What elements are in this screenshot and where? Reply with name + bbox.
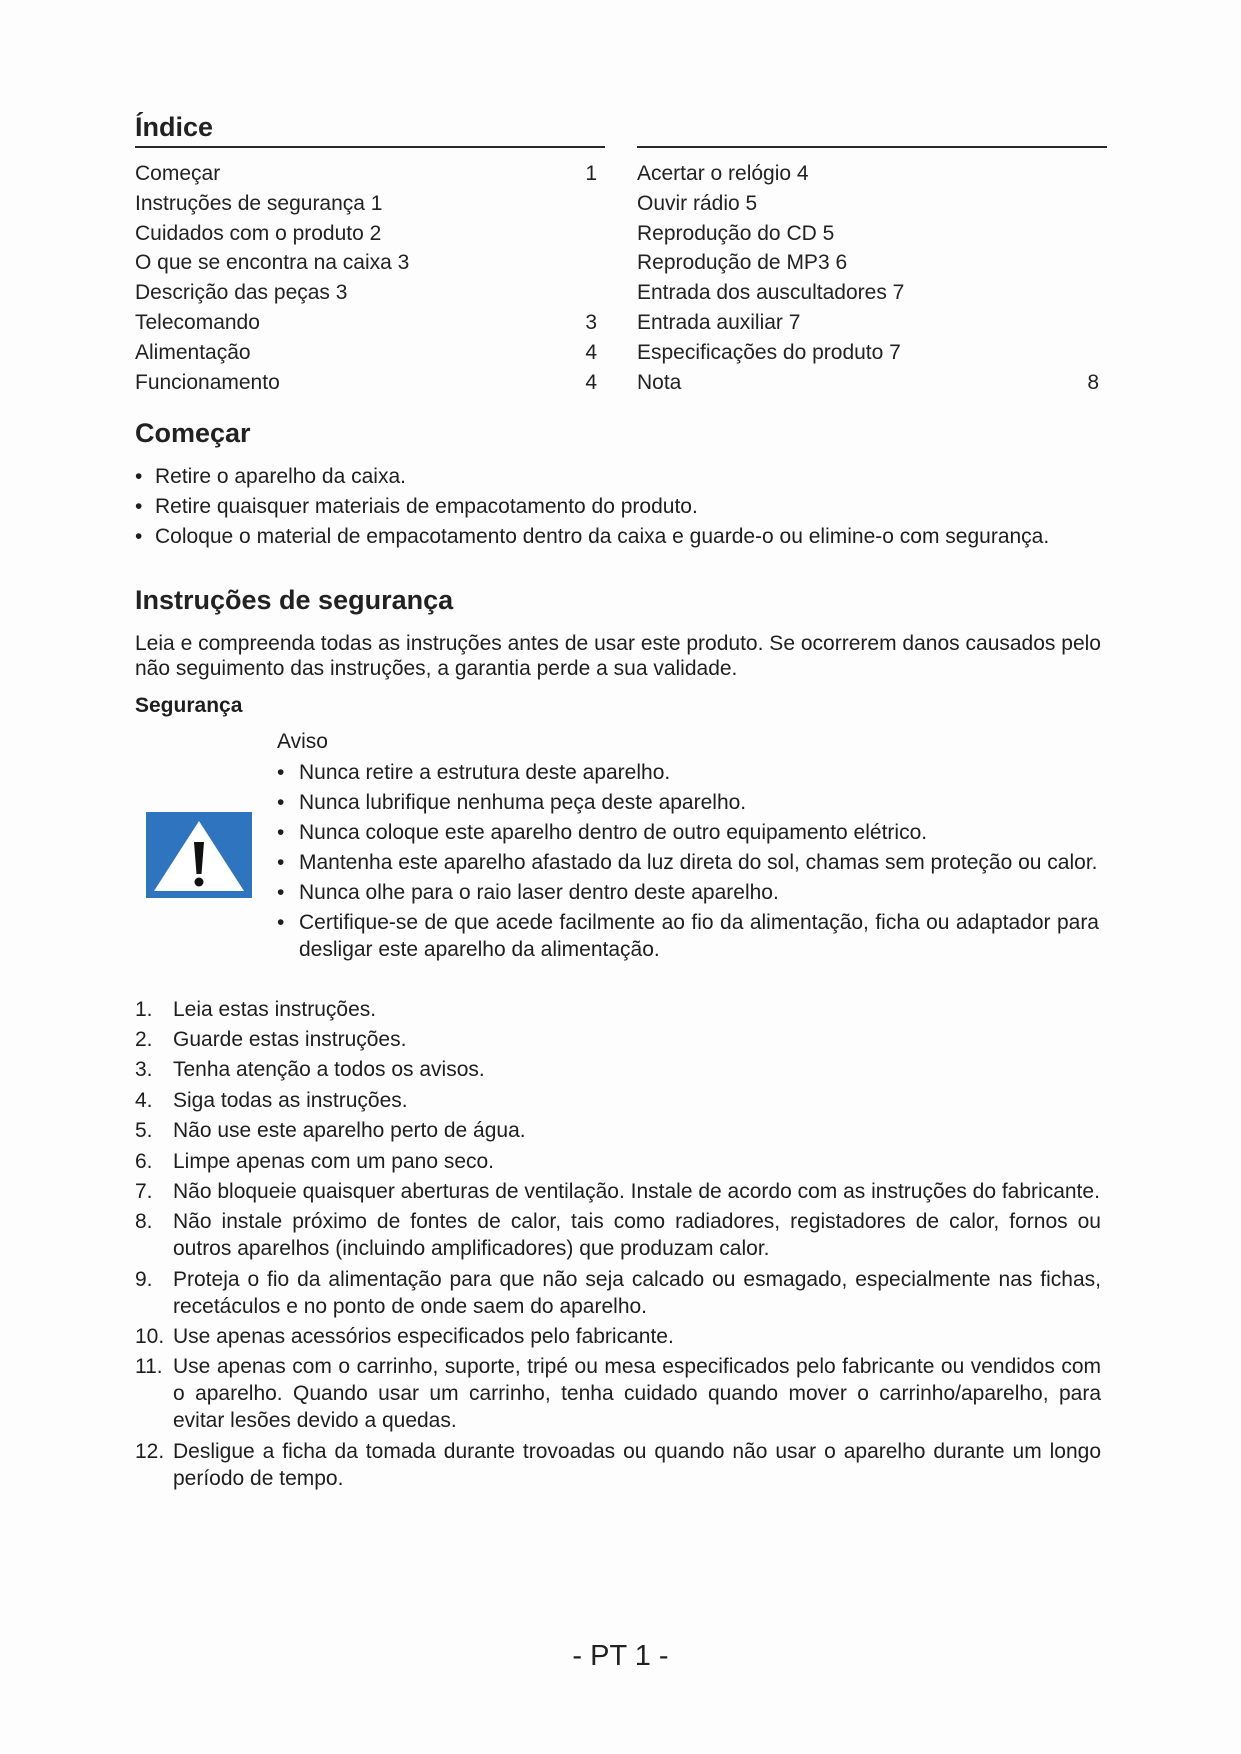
start-list [135,462,1105,551]
index-entry [637,189,1107,219]
list-item-text: Coloque o material de empacotamento dentro da caixa e guarde-o ou elimine-o com segurança. [155,524,1050,548]
item-text: Não bloqueie quaisquer aberturas de ventilação. Instale de acordo com as instruções do fabricante. [173,1179,1100,1203]
index-entry-page: 1 [585,162,597,185]
index-left-column [135,112,605,397]
warning-item [277,787,1099,817]
warning-item [277,817,1099,847]
index-entry [135,368,605,398]
warning-title: Aviso [277,730,328,753]
bullet: • [277,820,285,844]
item-number: 3. [135,1058,153,1082]
item-text: Limpe apenas com um pano seco. [173,1149,495,1173]
item-number: 6. [135,1149,153,1173]
index-entry-label: Reprodução do CD 5 [637,221,835,245]
bullet: • [277,880,285,904]
numbered-item [135,1085,1101,1115]
numbered-item [135,1176,1101,1206]
item-text: Não use este aparelho perto de água. [173,1119,526,1143]
item-text: Guarde estas instruções. [173,1028,407,1052]
numbered-item [135,1436,1101,1493]
bullet: • [277,910,285,934]
index-entry [637,248,1107,278]
numbered-item [135,1116,1101,1146]
index-entry [135,159,605,189]
index-rule [637,112,1107,148]
warning-block [277,727,1099,964]
index-right-list [637,159,1107,397]
index-right-column [637,112,1107,397]
index-entry-label: Alimentação [135,340,251,364]
index-entry-label: Ouvir rádio 5 [637,191,758,215]
index-entry [135,248,605,278]
index-entry-label: Telecomando [135,310,260,334]
index-entry-label: Funcionamento [135,370,280,394]
item-number: 7. [135,1179,153,1203]
item-number: 10. [135,1325,165,1349]
index-entry-page: 4 [585,370,597,394]
index-entry-label: Começar [135,162,221,185]
warning-item-text: Nunca lubrifique nenhuma peça deste aparelho. [299,790,747,814]
bullet: • [135,494,143,518]
bullet: • [277,790,285,814]
index-entry [135,308,605,338]
item-number: 4. [135,1088,153,1112]
numbered-item [135,1264,1101,1321]
item-text: Use apenas acessórios especificados pelo fabricante. [173,1325,674,1349]
item-text: Use apenas com o carrinho, suporte, tripé ou mesa especificados pelo fabricante ou vendidos com o aparelho. Quando usar um carrinho, tenha cuidado quando mover o carrinho/aparelho, para evitar lesões devido a quedas. [173,1355,1101,1433]
numbered-item [135,1352,1101,1436]
item-number: 12. [135,1439,165,1463]
index-entry [135,278,605,308]
bullet: • [135,524,143,548]
list-item-text: Retire o aparelho da caixa. [155,465,406,488]
section-heading-start: Começar [135,418,251,448]
warning-item-text: Mantenha este aparelho afastado da luz direta do sol, chamas sem proteção ou calor. [299,850,1098,874]
index-entry [135,189,605,219]
index-entry [637,338,1107,368]
numbered-item [135,1055,1101,1085]
item-number: 5. [135,1119,153,1143]
item-number: 9. [135,1267,153,1291]
numbered-item [135,1024,1101,1054]
index-entry-label: Entrada auxiliar 7 [637,310,801,334]
index-entry-label: Reprodução de MP3 6 [637,251,848,275]
index-entry-label: O que se encontra na caixa 3 [135,251,410,275]
warning-item [277,907,1099,964]
index-left-list [135,159,605,397]
item-text: Siga todas as instruções. [173,1088,408,1112]
warning-item [277,847,1099,877]
bullet: • [277,760,285,784]
warning-item-text: Nunca retire a estrutura deste aparelho. [299,760,671,784]
item-text: Tenha atenção a todos os avisos. [173,1058,485,1082]
item-number: 8. [135,1210,153,1234]
list-item [135,492,1105,522]
index-entry-page: 8 [1087,370,1099,394]
warning-icon [146,812,252,898]
numbered-item [135,994,1101,1024]
index-entry-label: Especificações do produto 7 [637,340,901,364]
index-entry-label: Cuidados com o produto 2 [135,221,382,245]
warning-item [277,757,1099,787]
safety-intro: Leia e compreenda todas as instruções antes de usar este produto. Se ocorrerem danos causados pelo não seguimento das instruções, a garantia perde a sua validade. [135,632,1101,680]
item-number: 11. [135,1355,163,1379]
index-entry [637,308,1107,338]
safety-numbered-list [135,994,1101,1494]
index-entry-label: Instruções de segurança 1 [135,191,383,215]
list-item [135,522,1105,552]
index-entry [135,219,605,249]
index-entry-label: Acertar o relógio 4 [637,162,809,185]
numbered-item [135,1207,1101,1264]
item-text: Leia estas instruções. [173,997,377,1021]
numbered-item [135,1146,1101,1176]
index-entry [135,338,605,368]
index-entry-label: Descrição das peças 3 [135,281,348,305]
list-item [135,462,1105,492]
index-entry [637,368,1107,398]
item-text: Proteja o fio da alimentação para que não seja calcado ou esmagado, especialmente nas fichas, recetáculos e no ponto de onde saem do aparelho. [173,1267,1101,1318]
warning-item-text: Certifique-se de que acede facilmente ao fio da alimentação, ficha ou adaptador para desligar este aparelho da alimentação. [299,910,1099,961]
index-entry-page: 4 [585,340,597,364]
index-entry-label: Entrada dos auscultadores 7 [637,281,905,305]
bullet: • [277,850,285,874]
index-entry [637,278,1107,308]
index-title: Índice [135,112,605,148]
item-text: Desligue a ficha da tomada durante trovoadas ou quando não usar o aparelho durante um longo período de tempo. [173,1439,1101,1490]
warning-item-text: Nunca olhe para o raio laser dentro deste aparelho. [299,880,779,904]
index-entry-label: Nota [637,370,682,394]
list-item-text: Retire quaisquer materiais de empacotamento do produto. [155,494,698,518]
index-entry-page: 3 [585,310,597,334]
safety-subheading: Segurança [135,694,243,717]
page-number: - PT 1 - [572,1640,669,1672]
item-number: 1. [135,997,153,1021]
bullet: • [135,465,143,488]
index-entry [637,159,1107,189]
numbered-item [135,1321,1101,1351]
index-entry [637,219,1107,249]
warning-item-text: Nunca coloque este aparelho dentro de outro equipamento elétrico. [299,820,928,844]
item-number: 2. [135,1028,153,1052]
item-text: Não instale próximo de fontes de calor, tais como radiadores, registadores de calor, fornos ou outros aparelhos (incluindo amplificadores) que produzam calor. [173,1210,1101,1261]
warning-item [277,877,1099,907]
section-heading-safety: Instruções de segurança [135,585,454,615]
